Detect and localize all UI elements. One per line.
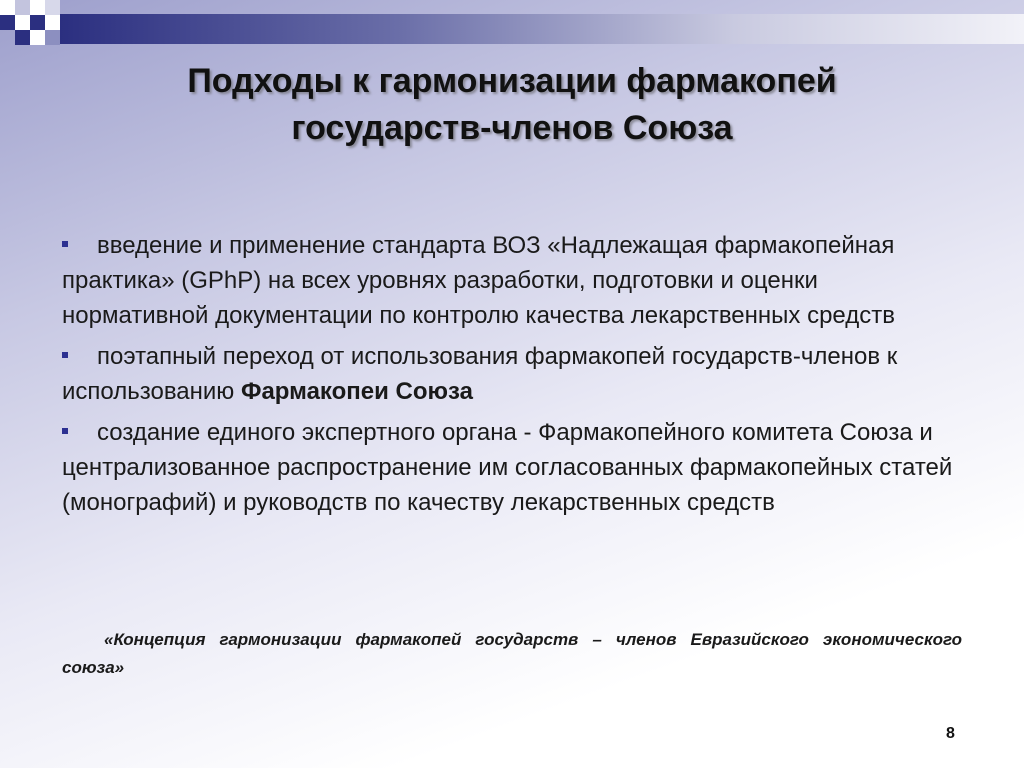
bullet-item — [62, 228, 962, 333]
decor-square — [15, 0, 30, 15]
bullet-text: поэтапный переход от использования фармакопей государств-членов к использованию — [62, 343, 898, 405]
square-bullet-icon — [62, 241, 68, 247]
decor-square — [30, 0, 45, 15]
decor-square — [15, 30, 30, 45]
decor-square — [45, 15, 60, 30]
decor-square — [0, 0, 15, 15]
slide-title — [40, 58, 984, 152]
title-line-2: государств-членов Союза — [291, 109, 733, 147]
bullet-list — [62, 228, 962, 526]
page-number: 8 — [946, 725, 955, 742]
decor-square — [0, 15, 15, 30]
square-bullet-icon — [62, 352, 68, 358]
bullet-item — [62, 339, 962, 409]
decor-square — [30, 30, 45, 45]
decor-square — [45, 30, 60, 45]
square-bullet-icon — [62, 428, 68, 434]
decorative-top-band — [60, 14, 1024, 44]
title-line-1: Подходы к гармонизации фармакопей — [187, 62, 837, 100]
citation: «Концепция гармонизации фармакопей государств – членов Евразийского экономического союза» — [62, 630, 962, 677]
decor-square — [15, 15, 30, 30]
bullet-text: введение и применение стандарта ВОЗ «Надлежащая фармакопейная практика» (GPhP) на всех уровнях разработки, подготовки и оценки нормативной документации по контролю качества лекарственных средств — [62, 232, 895, 329]
bullet-bold-text: Фармакопеи Союза — [240, 378, 473, 405]
decor-square — [30, 15, 45, 30]
decor-square — [45, 0, 60, 15]
bullet-text: создание единого экспертного органа - Фармакопейного комитета Союза и централизованное распространение им согласованных фармакопейных статей (монографий) и руководств по качеству лекарственных средств — [62, 419, 953, 516]
bullet-item — [62, 415, 962, 520]
